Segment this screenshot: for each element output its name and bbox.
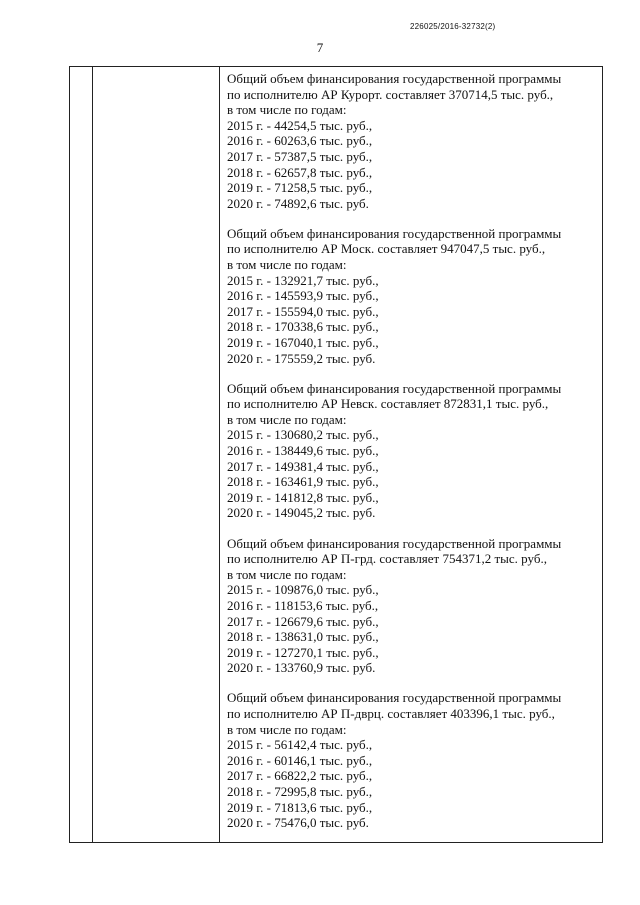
block-total: по исполнителю АР П-дврц. составляет 403396,1 тыс. руб., — [227, 705, 555, 721]
column-divider-1 — [92, 67, 93, 842]
financing-content — [227, 71, 596, 845]
year-line: 2020 г. - 133760,9 тыс. руб. — [227, 660, 376, 676]
year-line: 2018 г. - 62657,8 тыс. руб., — [227, 164, 373, 180]
financing-block-kurort — [227, 71, 596, 211]
year-line: 2015 г. - 132921,7 тыс. руб., — [227, 272, 379, 288]
block-total: по исполнителю АР П-грд. составляет 754371,2 тыс. руб., — [227, 551, 547, 567]
year-line: 2016 г. - 138449,6 тыс. руб., — [227, 443, 379, 459]
year-line: 2018 г. - 170338,6 тыс. руб., — [227, 319, 379, 335]
financing-block-nevsk — [227, 381, 596, 521]
year-line: 2016 г. - 118153,6 тыс. руб., — [227, 597, 379, 613]
year-line: 2019 г. - 71258,5 тыс. руб., — [227, 180, 373, 196]
year-line: 2017 г. - 66822,2 тыс. руб., — [227, 768, 373, 784]
year-line: 2017 г. - 126679,6 тыс. руб., — [227, 613, 379, 629]
financing-block-pdvrc — [227, 690, 596, 830]
year-line: 2018 г. - 138631,0 тыс. руб., — [227, 629, 379, 645]
block-total: по исполнителю АР Моск. составляет 947047,5 тыс. руб., — [227, 241, 546, 257]
block-subtitle: в том числе по годам: — [227, 721, 347, 737]
year-line: 2017 г. - 57387,5 тыс. руб., — [227, 148, 373, 164]
block-subtitle: в том числе по годам: — [227, 566, 347, 582]
year-line: 2016 г. - 60263,6 тыс. руб., — [227, 133, 373, 149]
year-line: 2018 г. - 72995,8 тыс. руб., — [227, 783, 373, 799]
year-line: 2020 г. - 175559,2 тыс. руб. — [227, 350, 376, 366]
column-divider-2 — [219, 67, 220, 842]
year-line: 2020 г. - 149045,2 тыс. руб. — [227, 505, 376, 521]
year-line: 2015 г. - 130680,2 тыс. руб., — [227, 427, 379, 443]
year-line: 2020 г. - 75476,0 тыс. руб. — [227, 815, 369, 831]
year-line: 2015 г. - 56142,4 тыс. руб., — [227, 737, 373, 753]
financing-block-pgrd — [227, 536, 596, 676]
page-number: 7 — [316, 40, 324, 55]
block-subtitle: в том числе по годам: — [227, 411, 347, 427]
block-total: по исполнителю АР Невск. составляет 872831,1 тыс. руб., — [227, 396, 549, 412]
year-line: 2015 г. - 44254,5 тыс. руб., — [227, 117, 373, 133]
year-line: 2020 г. - 74892,6 тыс. руб. — [227, 195, 369, 211]
year-line: 2016 г. - 60146,1 тыс. руб., — [227, 752, 373, 768]
document-id: 226025/2016-32732(2) — [410, 22, 496, 31]
year-line: 2016 г. - 145593,9 тыс. руб., — [227, 288, 379, 304]
year-line: 2015 г. - 109876,0 тыс. руб., — [227, 582, 379, 598]
block-subtitle: в том числе по годам: — [227, 102, 347, 118]
year-line: 2019 г. - 141812,8 тыс. руб., — [227, 489, 379, 505]
block-intro: Общий объем финансирования государственной программы — [227, 535, 562, 551]
year-line: 2019 г. - 167040,1 тыс. руб., — [227, 335, 379, 350]
block-intro: Общий объем финансирования государственной программы — [227, 690, 562, 706]
year-line: 2017 г. - 155594,0 тыс. руб., — [227, 303, 379, 319]
block-total: по исполнителю АР Курорт. составляет 370714,5 тыс. руб., — [227, 86, 554, 102]
block-intro: Общий объем финансирования государственной программы — [227, 71, 562, 86]
year-line: 2017 г. - 149381,4 тыс. руб., — [227, 458, 379, 474]
year-line: 2019 г. - 127270,1 тыс. руб., — [227, 644, 379, 660]
year-line: 2018 г. - 163461,9 тыс. руб., — [227, 474, 379, 490]
block-intro: Общий объем финансирования государственной программы — [227, 225, 562, 241]
block-intro: Общий объем финансирования государственной программы — [227, 380, 562, 396]
table-frame — [69, 66, 603, 843]
year-line: 2019 г. - 71813,6 тыс. руб., — [227, 799, 373, 815]
financing-block-mosk — [227, 226, 596, 366]
block-subtitle: в том числе по годам: — [227, 257, 347, 273]
